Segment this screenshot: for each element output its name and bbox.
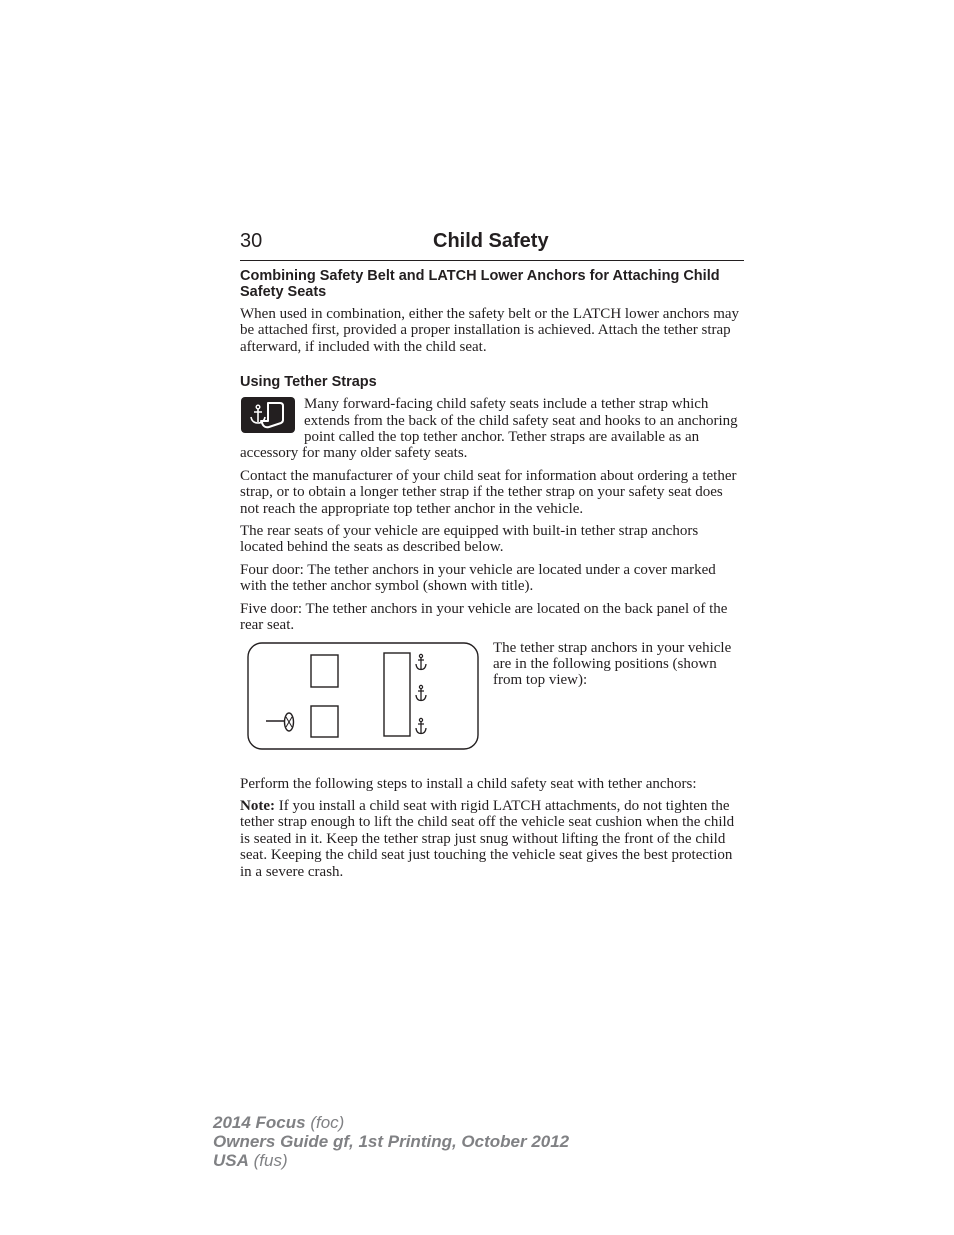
- footer-model-code: (foc): [305, 1113, 345, 1132]
- page-number: 30: [240, 230, 263, 252]
- tether-anchor-positions-diagram: [247, 642, 479, 750]
- tether-anchor-diagram-row: [240, 640, 744, 762]
- anchor-icon: [416, 685, 426, 700]
- page-footer: [213, 1113, 569, 1170]
- section-title: Child Safety: [433, 230, 549, 252]
- paragraph-four-door: Four door: The tether anchors in your vehicle are located under a cover marked with the tether anchor symbol (shown with title).: [240, 561, 716, 595]
- paragraph-contact-manufacturer: Contact the manufacturer of your child seat for information about ordering a tether strap, or to obtain a longer tether strap if the tether strap on your safety seat does not reach the appropriate top tether anchor in the vehicle.: [240, 467, 737, 517]
- note-label: Note:: [240, 797, 275, 814]
- note-text: If you install a child seat with rigid LATCH attachments, do not tighten the tether strap enough to lift the child seat off the vehicle seat cushion when the child is seated in it. Keep the tether strap just snug without lifting the front of the child seat. Keeping the child seat just touching the vehicle seat gives the best protection in a severe crash.: [240, 797, 735, 880]
- child-seat-tether-anchor-icon: [241, 397, 295, 433]
- footer-region-line: [213, 1151, 569, 1170]
- footer-region: USA: [213, 1151, 249, 1170]
- tether-intro-block: [240, 396, 744, 468]
- footer-guide-line: Owners Guide gf, 1st Printing, October 2012: [213, 1132, 570, 1151]
- paragraph-tether-intro: Many forward-facing child safety seats include a tether strap which extends from the back of the child safety seat and hooks to an anchoring point called the top tether anchor. Tether straps are available as an accessory for many older safety seats.: [240, 396, 738, 462]
- heading-tether-straps: Using Tether Straps: [240, 374, 377, 391]
- heading-combining: Combining Safety Belt and LATCH Lower Anchors for Attaching Child Safety Seats: [240, 268, 720, 300]
- page-content: [240, 268, 744, 886]
- footer-model-line: [213, 1113, 569, 1132]
- footer-region-code: (fus): [248, 1151, 288, 1170]
- diagram-caption: The tether strap anchors in your vehicle are in the following positions (shown from top view):: [493, 639, 732, 689]
- anchor-icon: [416, 654, 426, 669]
- page-header: [240, 229, 744, 261]
- anchor-icon: [416, 718, 426, 733]
- steering-wheel-icon: [266, 713, 294, 731]
- paragraph-combining: When used in combination, either the safety belt or the LATCH lower anchors may be attached first, provided a proper installation is achieved. Attach the tether strap afterward, if included with the child seat.: [240, 306, 740, 355]
- paragraph-note: [240, 798, 744, 880]
- paragraph-five-door: Five door: The tether anchors in your vehicle are located on the back panel of the rear seat.: [240, 600, 728, 634]
- footer-model: 2014 Focus: [213, 1113, 306, 1132]
- paragraph-rear-seats: The rear seats of your vehicle are equipped with built-in tether strap anchors located behind the seats as described below.: [240, 523, 699, 556]
- paragraph-steps: Perform the following steps to install a child safety seat with tether anchors:: [240, 775, 697, 792]
